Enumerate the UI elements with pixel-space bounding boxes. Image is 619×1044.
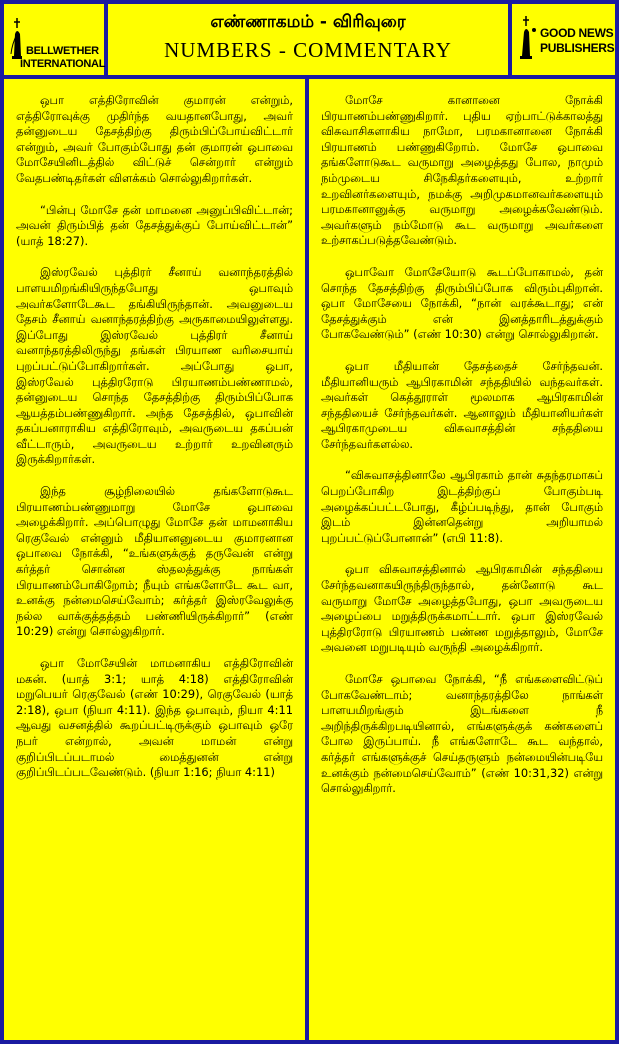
right-paragraph-4: “விசுவாசத்தினாலே ஆபிரகாம் தான் சுதந்தரமாகப் பெறப்போகிற இடத்திற்குப் போகும்படி அழைக்கப்பட்டபோது, கீழ்ப்படிந்து, தான் போகும் இடம் இன்னதென்று அறியாமல் புறப்பட்டுப்போனான்” (எபி 11:8). [321,468,603,545]
good-news-logo-box [512,4,615,75]
bellwether-logo-line2: INTERNATIONAL [20,58,106,70]
left-paragraph-1: ஒபா எத்திரோவின் குமாரன் என்றும், எத்திரோவுக்கு முதிர்ந்த வயதானபோது, அவர் தன்னுடைய தேசத்திற்கு திரும்பிப்போய்விட்டார் என்றும், அவர் போகும்போது தன் குமாரன் ஒபாவை மோசேயினிடத்தில் விட்டுச் சென்றார் என்றும் வேதபண்டிதர்கள் விளக்கம் சொல்லுகிறார்கள். [16,93,293,185]
bellwether-logo-line1: BELLWETHER [26,45,99,57]
good-news-logo-line2: PUBLISHERS [540,41,615,55]
good-news-logo-line1: GOOD NEWS [540,26,614,40]
right-paragraph-2: ஒபாவோ மோசேயோடு கூடப்போகாமல், தன் சொந்த தேசத்திற்கு திரும்பிப்போக விரும்புகிறான். ஒபா மோசேயை நோக்கி, “நான் வரக்கூடாது; என் தேசத்துக்கும் என் இனத்தாரிடத்துக்கும் போகவேண்டும்” (எண் 10:30) என்று சொல்லுகிறான். [321,264,603,342]
page-title-english: NUMBERS - COMMENTARY [164,38,452,62]
right-paragraph-6: மோசே ஒபாவை நோக்கி, “நீ எங்களைவிட்டுப் போகவேண்டாம்; வனாந்தரத்திலே நாங்கள் பாளயமிறங்கும் இடங்களை நீ அறிந்திருக்கிறபடியினால், எங்களுக்குக் கண்களைப் போல இருப்பாய். நீ எங்களோடே கூட வந்தால், கர்த்தர் எங்களுக்குச் செய்தருளும் நன்மையின்படியே உனக்கும் நன்மைசெய்வோம்” (எண் 10:31,32) என்று சொல்லுகிறார். [321,672,603,796]
title-box [108,4,508,75]
left-column [4,79,305,1040]
left-paragraph-3: இஸ்ரவேல் புத்திரர் சீனாய் வனாந்தரத்தில் பாளயமிறங்கியிருந்தபோது ஒபாவும் அவர்களோடேகூட தங்கியிருந்தான். அவனுடைய தேசம் சீனாய் வனாந்தரத்திற்கு அருகாமையிலுள்ளது. இப்போது இஸ்ரவேல் புத்திரர் சீனாய் வனாந்தரத்திலிருந்து தங்கள் பிரயாண வரிசையாய் புறப்பட்டுப்போகிறார்கள். அப்போது ஒபா, இஸ்ரவேல் புத்திரரோடு பிரயாணம்பண்ணாமல், தன்னுடைய சொந்த தேசத்திற்கு திரும்பிப்போக ஆயத்தம்பண்ணுகிறார். அந்த தேசத்தில், ஒபாவின் தகப்பனாராகிய எத்திரோவும், அவருடைய தகப்பன் வீட்டாரும், அவருடைய உற்றார் உறவினரும் இருக்கிறார்கள். [16,265,293,467]
page-title-tamil: எண்ணாகமம் - விரிவுரை [210,12,406,32]
bellwether-logo-box [4,4,104,75]
right-paragraph-1: மோசே கானானை நோக்கி பிரயாணம்பண்ணுகிறார். புதிய ஏற்பாட்டுக்காலத்து விசுவாசிகளாகிய நாமோ, பரமகானானை நோக்கி பிரயாணம் பண்ணுகிறோம். மோசே ஒபாவை தங்களோடுகூட வருமாறு அழைத்தது போல, நாமும் நம்முடைய சிநேகிதர்களையும், உற்றார் உறவினர்களையும், நமக்கு அறிமுகமானவர்களையும் பரமகானானுக்கு வருமாறு அழைக்கவேண்டும். அவர்களும் நம்மோடு கூட வருமாறு அவர்களை உற்சாகப்படுத்தவேண்டும். [321,93,603,248]
right-column [309,79,615,1040]
left-paragraph-2: “பின்பு மோசே தன் மாமனை அனுப்பிவிட்டான்; அவன் திரும்பித் தன் தேசத்துக்குப் போய்விட்டான்” (யாத் 18:27). [16,202,293,248]
right-paragraph-3: ஒபா மீதியான் தேசத்தைச் சேர்ந்தவன். மீதியானியரும் ஆபிரகாமின் சந்ததியில் வந்தவர்கள். அவர்கள் கெத்தூராள் மூலமாக ஆபிரகாமின் சந்ததியைச் சேர்ந்தவர்கள். ஆனாலும் மீதியானியர்கள் ஆபிரகாமுடைய விசுவாசத்தின் சந்ததியை சேர்ந்தவர்களல்ல. [321,358,603,451]
left-paragraph-5: ஒபா மோசேயின் மாமனாகிய எத்திரோவின் மகன். (யாத் 3:1; யாத் 4:18) எத்திரோவின் மறுபெயர் ரெகுவேல் (எண் 10:29), ரெகுவேல் (யாத் 2:18), ஒபா (நியா 4:11). இந்த ஒபாவும், நியா 4:11 ஆவது வசனத்தில் கூறப்பட்டிருக்கும் ஒபாவும் ஒரே நபர் என்றால், அவன் மாமன் என்று குறிப்பிடப்படாமல் மைத்துனன் என்று குறிப்பிடப்படவேண்டும். (நியா 1:16; நியா 4:11) [16,656,293,780]
left-paragraph-4: இந்த சூழ்நிலையில் தங்களோடுகூட பிரயாணம்பண்ணுமாறு மோசே ஒபாவை அழைக்கிறார். அப்பொழுது மோசே தன் மாமனாகிய ரெகுவேல் என்னும் மீதியானனுடைய குமாரனான ஒபாவை நோக்கி, “உங்களுக்குத் தருவேன் என்று கர்த்தர் சொன்ன ஸ்தலத்துக்கு நாங்கள் பிரயாணம்போகிறோம்; நீயும் எங்களோடே கூட வா, உனக்கு நன்மைசெய்வோம்; கர்த்தர் இஸ்ரவேலுக்கு நல்ல வாக்குத்தத்தம் பண்ணியிருக்கிறார்” (எண் 10:29) என்று சொல்லுகிறார். [16,484,293,639]
right-paragraph-5: ஒபா விசுவாசத்தினால் ஆபிரகாமின் சந்ததியை சேர்ந்தவனாகயிருந்திருந்தால், தன்னோடு கூட வருமாறு மோசே அழைத்தபோது, ஒபா அவருடைய அழைப்பை மறுத்திருக்கமாட்டார். ஒபா இஸ்ரவேல் புத்திரரோடு பிரயாணம் பண்ண மறுத்தாலும், மோசே அவனை மறுபடியும் வருந்தி அழைக்கிறார். [321,562,603,655]
